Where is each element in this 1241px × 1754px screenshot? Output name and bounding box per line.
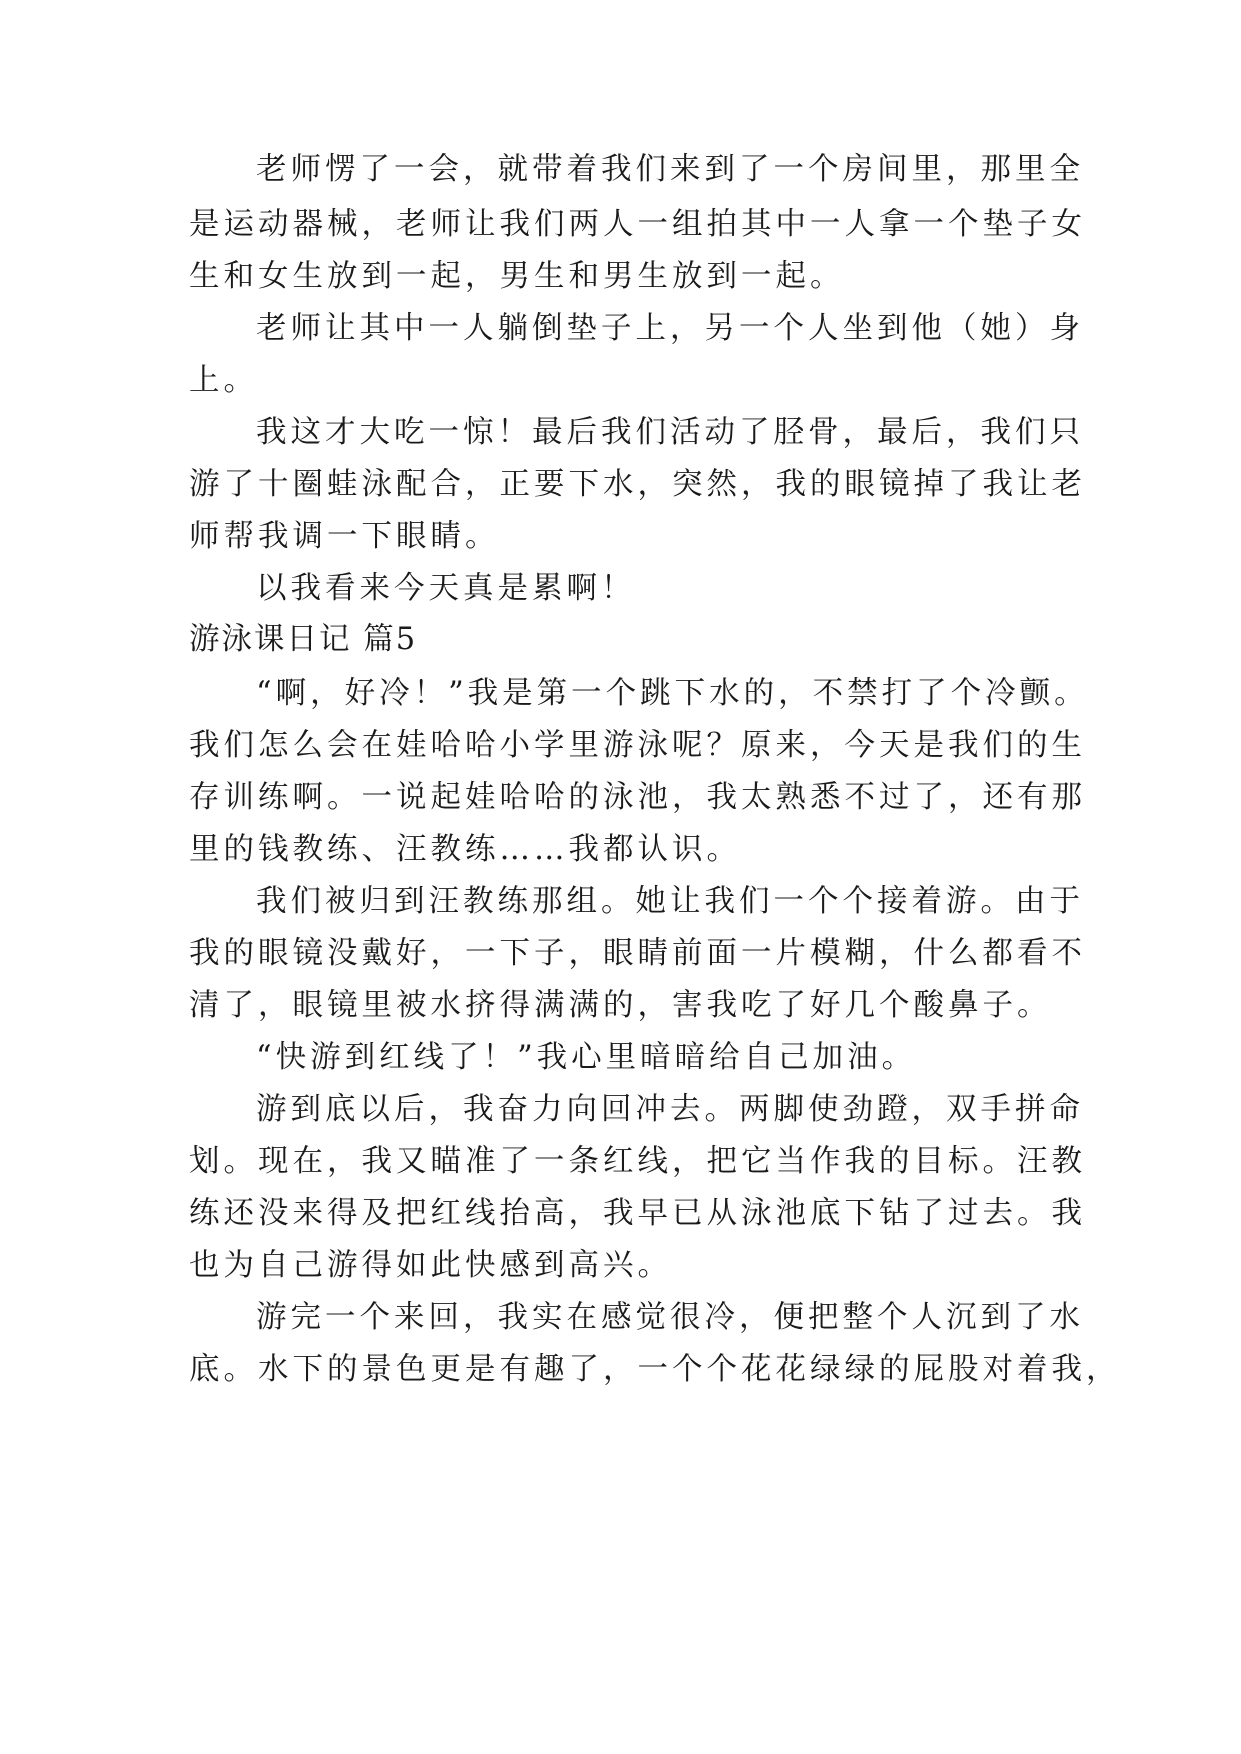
paragraph-line: 也为自己游得如此快感到高兴。 bbox=[189, 1248, 672, 1283]
paragraph-line: 游完一个来回，我实在感觉很冷，便把整个人沉到了水 bbox=[256, 1300, 1084, 1335]
paragraph-line: 游了十圈蛙泳配合，正要下水，突然，我的眼镜掉了我让老 bbox=[189, 467, 1086, 502]
paragraph-line: 里的钱教练、汪教练……我都认识。 bbox=[189, 832, 741, 867]
section-heading: 游泳课日记 篇5 bbox=[189, 622, 418, 657]
paragraph-line: “快游到红线了！”我心里暗暗给自己加油。 bbox=[256, 1040, 917, 1075]
paragraph-line: 底。水下的景色更是有趣了，一个个花花绿绿的屁股对着我， bbox=[189, 1352, 1121, 1387]
paragraph-line: 我这才大吃一惊！最后我们活动了胫骨，最后，我们只 bbox=[256, 415, 1084, 450]
paragraph-line: 我的眼镜没戴好，一下子，眼睛前面一片模糊，什么都看不 bbox=[189, 936, 1086, 971]
paragraph-line: 划。现在，我又瞄准了一条红线，把它当作我的目标。汪教 bbox=[189, 1144, 1086, 1179]
paragraph-line: “啊，好冷！”我是第一个跳下水的，不禁打了个冷颤。 bbox=[256, 676, 1089, 711]
paragraph-line: 练还没来得及把红线抬高，我早已从泳池底下钻了过去。我 bbox=[189, 1196, 1086, 1231]
paragraph-line: 存训练啊。一说起娃哈哈的泳池，我太熟悉不过了，还有那 bbox=[189, 780, 1086, 815]
paragraph-line: 是运动器械，老师让我们两人一组拍其中一人拿一个垫子女 bbox=[189, 207, 1086, 242]
paragraph-line: 师帮我调一下眼睛。 bbox=[189, 519, 500, 554]
paragraph-line: 我们被归到汪教练那组。她让我们一个个接着游。由于 bbox=[256, 884, 1084, 919]
paragraph-line: 我们怎么会在娃哈哈小学里游泳呢？原来，今天是我们的生 bbox=[189, 728, 1086, 763]
paragraph-line: 老师愣了一会，就带着我们来到了一个房间里，那里全 bbox=[256, 152, 1084, 187]
paragraph-line: 游到底以后，我奋力向回冲去。两脚使劲蹬，双手拼命 bbox=[256, 1092, 1084, 1127]
paragraph-line: 上。 bbox=[189, 363, 258, 398]
paragraph-line: 以我看来今天真是累啊！ bbox=[256, 571, 636, 606]
paragraph-line: 清了，眼镜里被水挤得满满的，害我吃了好几个酸鼻子。 bbox=[189, 988, 1052, 1023]
paragraph-line: 老师让其中一人躺倒垫子上，另一个人坐到他（她）身 bbox=[256, 311, 1084, 346]
paragraph-line: 生和女生放到一起，男生和男生放到一起。 bbox=[189, 259, 845, 294]
